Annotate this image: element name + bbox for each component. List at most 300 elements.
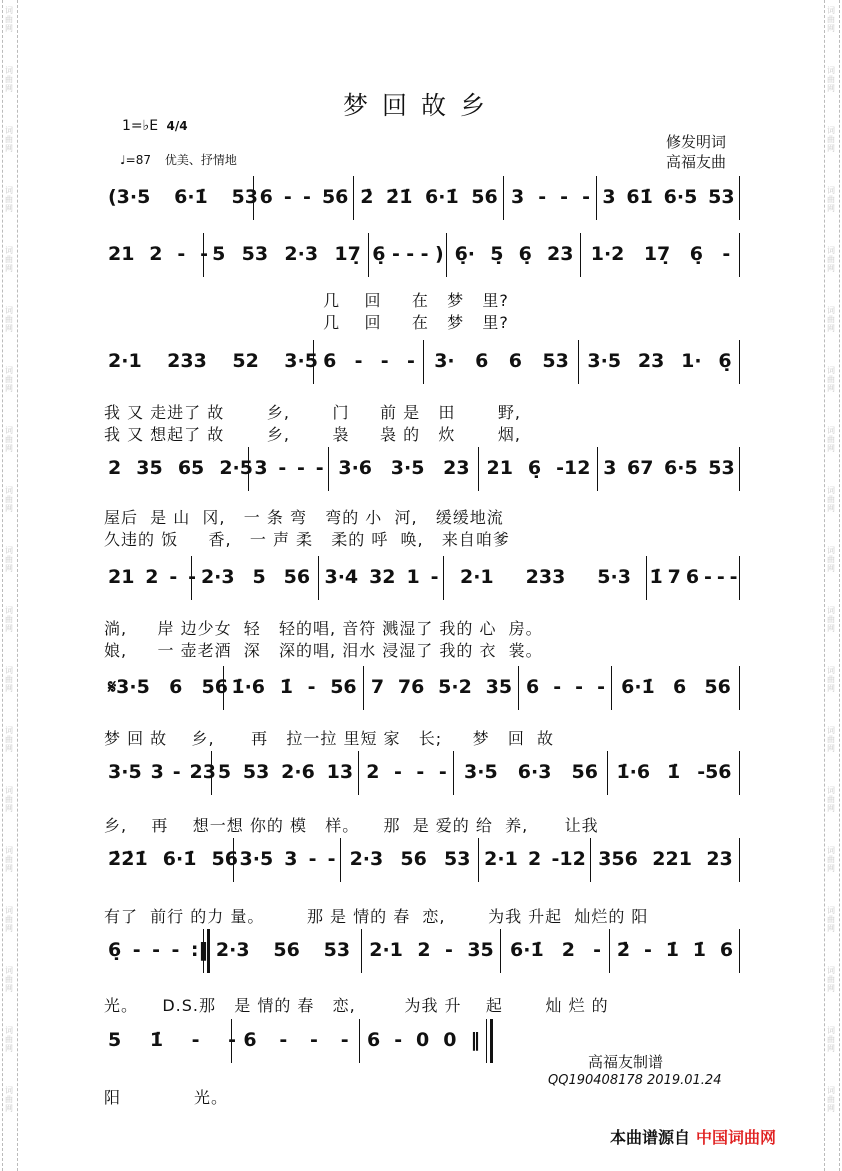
- measure: [314, 350, 424, 372]
- note-group: 6·1̇: [162, 848, 197, 870]
- note-group: -12: [551, 848, 586, 870]
- measure: [192, 566, 319, 588]
- watermark-text: 词曲网: [827, 246, 835, 273]
- lyric-line: 光。 D.S.那 是 情的 春 恋, 为我 升 起 灿 烂 的: [104, 996, 609, 1015]
- measure: [319, 566, 444, 588]
- note-group: 17̣: [334, 243, 361, 265]
- note-group: -: [703, 566, 712, 588]
- note-group: 5: [252, 566, 266, 588]
- watermark-text: 词曲网: [827, 1026, 835, 1053]
- note-group: 6: [169, 676, 183, 698]
- note-group: 35: [136, 457, 163, 479]
- measure: [104, 761, 216, 783]
- note-group: 2: [145, 566, 159, 588]
- note-group: 6·3: [517, 761, 552, 783]
- measure: [479, 457, 598, 479]
- note-group: 1̇: [665, 939, 679, 961]
- watermark-text: 词曲网: [5, 666, 13, 693]
- measure: [329, 457, 479, 479]
- watermark-text: 词曲网: [827, 426, 835, 453]
- note-group: 2·3: [284, 243, 319, 265]
- note-group: 53: [241, 243, 269, 265]
- note-group: 21: [108, 566, 135, 588]
- watermark-text: 词曲网: [827, 666, 835, 693]
- barline: [739, 556, 740, 600]
- note-group: 56: [283, 566, 311, 588]
- note-group: -: [340, 1029, 349, 1051]
- watermark-text: 词曲网: [827, 486, 835, 513]
- transcribe-info: QQ190408178 2019.01.24: [548, 1073, 722, 1088]
- note-group: 65: [177, 457, 205, 479]
- note-group: 2·1: [484, 848, 518, 870]
- watermark-text: 词曲网: [827, 306, 835, 333]
- note-group: ): [435, 243, 444, 265]
- note-group: -: [553, 676, 562, 698]
- note-group: 6·1̇: [510, 939, 544, 961]
- lyric-line: 几 回 在 梦 里?: [104, 291, 509, 310]
- note-group: 3: [511, 186, 525, 208]
- note-group: 7: [370, 676, 385, 698]
- watermark-text: 词曲网: [5, 306, 13, 333]
- key-text: 1=♭E: [122, 118, 159, 134]
- watermark-text: 词曲网: [5, 606, 13, 633]
- watermark-text: 词曲网: [5, 366, 13, 393]
- measure: [444, 566, 647, 588]
- note-group: -: [191, 1029, 200, 1051]
- lyric-line: 几 回 在 梦 里?: [104, 313, 509, 332]
- note-group: 3: [254, 457, 268, 479]
- note-group: -: [169, 566, 178, 588]
- score-row: [104, 457, 740, 479]
- watermark-text: 词曲网: [5, 846, 13, 873]
- note-group: 6: [672, 676, 687, 698]
- note-group: 0: [416, 1029, 430, 1051]
- note-group: 356: [598, 848, 638, 870]
- note-group: -: [278, 457, 287, 479]
- barline: [739, 838, 740, 882]
- watermark-text: 词曲网: [5, 726, 13, 753]
- note-group: 𝄋3·5: [108, 676, 150, 698]
- note-group: 7: [667, 566, 681, 588]
- lyric-line: 我 又 走进了 故 乡, 门 前 是 田 野,: [104, 403, 522, 422]
- note-group: -: [643, 939, 652, 961]
- note-group: 6: [526, 676, 540, 698]
- note-group: 53: [708, 457, 735, 479]
- time-signature: 4/4: [166, 119, 188, 133]
- note-group: 3: [150, 761, 164, 783]
- note-group: 61̇: [626, 186, 653, 208]
- measure: [104, 350, 318, 372]
- source-site-link[interactable]: 中国词曲网: [696, 1128, 777, 1147]
- barline: [486, 1019, 493, 1063]
- watermark-text: 词曲网: [5, 546, 13, 573]
- note-group: -: [283, 186, 292, 208]
- note-group: 6̣·: [454, 243, 476, 265]
- note-group: -: [420, 243, 429, 265]
- note-group: 2·1: [369, 939, 403, 961]
- note-group: 17̣: [643, 243, 671, 265]
- note-group: 1: [406, 566, 420, 588]
- measure: [424, 350, 579, 372]
- measure: [104, 848, 238, 870]
- note-group: 1̇: [692, 939, 706, 961]
- measure: [447, 243, 581, 265]
- note-group: 5: [108, 1029, 122, 1051]
- note-group: -: [729, 566, 738, 588]
- watermark-text: 词曲网: [827, 66, 835, 93]
- note-group: 2̇: [360, 186, 374, 208]
- measure: [610, 939, 740, 961]
- score-row: [104, 186, 740, 208]
- note-group: 233: [525, 566, 566, 588]
- note-group: 53: [242, 761, 270, 783]
- score-row: [104, 566, 740, 588]
- note-group: -: [406, 243, 415, 265]
- measure: [360, 1029, 487, 1051]
- note-group: -: [597, 676, 605, 698]
- note-group: -: [177, 243, 186, 265]
- score-row: [104, 1029, 740, 1051]
- note-group: -: [593, 939, 601, 961]
- note-group: 2: [149, 243, 163, 265]
- watermark-text: 词曲网: [827, 786, 835, 813]
- note-group: 6̣: [718, 350, 732, 372]
- note-group: -12: [556, 457, 591, 479]
- note-group: 6·1̇: [621, 676, 655, 698]
- note-group: -: [315, 457, 324, 479]
- note-group: (3·5: [108, 186, 151, 208]
- barline: [739, 751, 740, 795]
- watermark-text: 词曲网: [827, 1086, 835, 1113]
- measure: [224, 676, 364, 698]
- note-group: -: [430, 566, 439, 588]
- watermark-text: 词曲网: [827, 606, 835, 633]
- note-group: 6: [323, 350, 337, 372]
- watermark-text: 词曲网: [827, 726, 835, 753]
- note-group: -: [308, 848, 317, 870]
- lyric-line: 娘, 一 壶老酒 深 深的唱, 泪水 浸湿了 我的 衣 裳。: [104, 641, 543, 660]
- watermark-text: 词曲网: [827, 846, 835, 873]
- note-group: 23: [443, 457, 470, 479]
- note-group: -: [582, 186, 590, 208]
- note-group: -: [391, 243, 400, 265]
- note-group: -: [188, 566, 196, 588]
- note-group: 35: [467, 939, 494, 961]
- measure: [232, 1029, 360, 1051]
- note-group: -56: [697, 761, 732, 783]
- measure: [104, 939, 208, 961]
- note-group: 3·4: [324, 566, 359, 588]
- measure: [204, 939, 362, 961]
- note-group: -: [354, 350, 363, 372]
- measure: [254, 186, 354, 208]
- note-group: 2̇1̇: [386, 186, 413, 208]
- measure: [647, 566, 740, 588]
- lyric-line: 梦 回 故 乡, 再 拉一拉 里短 家 长; 梦 回 故: [104, 729, 555, 748]
- lyricist: 修发明词: [665, 133, 726, 151]
- note-group: -: [307, 676, 316, 698]
- note-group: 2̇: [616, 939, 631, 961]
- note-group: 1̇: [667, 761, 681, 783]
- note-group: 6·5: [663, 186, 698, 208]
- note-group: 2·6: [281, 761, 315, 783]
- note-group: 5·3: [597, 566, 631, 588]
- note-group: 3·6: [338, 457, 373, 479]
- watermark-text: 词曲网: [5, 1086, 13, 1113]
- measure: [104, 243, 208, 265]
- note-group: 1̇: [279, 676, 293, 698]
- note-group: -: [171, 939, 180, 961]
- note-group: 56: [400, 848, 427, 870]
- note-group: 6̣: [108, 939, 122, 961]
- lyric-line: 屋后 是 山 冈, 一 条 弯 弯的 小 河, 缓缓地流: [104, 508, 504, 527]
- lyric-line: 淌, 岸 边少女 轻 轻的唱, 音符 溅湿了 我的 心 房。: [104, 619, 543, 638]
- barline: [739, 929, 740, 973]
- note-group: -: [716, 566, 725, 588]
- watermark-text: 词曲网: [5, 126, 13, 153]
- note-group: 2·1: [108, 350, 142, 372]
- note-group: 6·1̇: [174, 186, 208, 208]
- note-group: 6: [243, 1029, 257, 1051]
- note-group: 3·5: [284, 350, 318, 372]
- expression-mark: 优美、抒情地: [164, 153, 237, 167]
- note-group: 1·2: [590, 243, 625, 265]
- note-group: 6: [685, 566, 700, 588]
- lyric-line: 我 又 想起了 故 乡, 袅 袅 的 炊 烟,: [104, 425, 522, 444]
- barline: [739, 666, 740, 710]
- note-group: 53: [323, 939, 351, 961]
- tempo-mark: ♩=87: [120, 153, 151, 167]
- note-group: 6̣: [527, 457, 542, 479]
- measure: [608, 761, 740, 783]
- watermark-text: 词曲网: [827, 186, 835, 213]
- note-group: -: [327, 848, 336, 870]
- score-row: [104, 350, 740, 372]
- measure: [204, 243, 369, 265]
- note-group: 23: [637, 350, 665, 372]
- score-row: [104, 676, 740, 698]
- note-group: 3·5: [239, 848, 274, 870]
- note-group: 1·: [681, 350, 702, 372]
- note-group: 6̣: [518, 243, 532, 265]
- note-group: 53: [231, 186, 258, 208]
- watermark-text: 词曲网: [5, 786, 13, 813]
- measure: [579, 350, 740, 372]
- source-label: 本曲谱源自: [610, 1128, 691, 1147]
- note-group: 233: [167, 350, 207, 372]
- note-group: 2: [366, 761, 380, 783]
- note-group: -: [380, 350, 389, 372]
- score-row: [104, 848, 740, 870]
- measure: [598, 457, 740, 479]
- measure: [519, 676, 612, 698]
- note-group: 52: [232, 350, 259, 372]
- measure: [341, 848, 479, 870]
- note-group: -: [279, 1029, 288, 1051]
- note-group: 1̇: [649, 566, 663, 588]
- note-group: -: [200, 243, 208, 265]
- right-margin-strip: [824, 0, 840, 1171]
- note-group: 56: [571, 761, 598, 783]
- measure: [369, 243, 447, 265]
- measure: [212, 761, 359, 783]
- note-group: 56: [321, 186, 349, 208]
- note-group: 2: [561, 939, 575, 961]
- watermark-text: 词曲网: [5, 486, 13, 513]
- left-margin-strip: [2, 0, 18, 1171]
- note-group: 2: [108, 457, 122, 479]
- note-group: 2̇2̇1̇: [108, 848, 148, 870]
- watermark-text: 词曲网: [5, 906, 13, 933]
- note-group: 2·1: [459, 566, 494, 588]
- note-group: 21: [486, 457, 513, 479]
- note-group: -: [394, 761, 402, 783]
- score-row: [104, 939, 740, 961]
- measure: [591, 848, 740, 870]
- note-group: 3·5: [464, 761, 498, 783]
- measure: [612, 676, 740, 698]
- barline: [739, 176, 740, 220]
- measure: [501, 939, 610, 961]
- note-group: -: [310, 1029, 318, 1051]
- measure: [249, 457, 329, 479]
- barline: [739, 233, 740, 277]
- note-group: 1̇·6: [616, 761, 651, 783]
- lyric-line: 久违的 饭 香, 一 声 柔 柔的 呼 唤, 来自咱爹: [104, 530, 510, 549]
- barline: [739, 340, 740, 384]
- note-group: -: [132, 939, 141, 961]
- note-group: -: [575, 676, 584, 698]
- note-group: -: [538, 186, 547, 208]
- measure: [104, 457, 253, 479]
- note-group: 1̇: [149, 1029, 164, 1051]
- measure: [454, 761, 608, 783]
- note-group: 5·2: [438, 676, 472, 698]
- note-group: 35: [485, 676, 513, 698]
- note-group: -: [438, 761, 447, 783]
- note-group: 21: [108, 243, 135, 265]
- watermark-text: 词曲网: [827, 366, 835, 393]
- note-group: 6: [475, 350, 489, 372]
- tempo-line: [120, 151, 237, 168]
- watermark-text: 词曲网: [827, 6, 835, 33]
- watermark-text: 词曲网: [827, 126, 835, 153]
- source-credit: [610, 1125, 776, 1148]
- note-group: 6: [366, 1029, 381, 1051]
- song-title: 梦回故乡: [342, 91, 499, 120]
- note-group: 3: [603, 457, 617, 479]
- note-group: 32: [369, 566, 396, 588]
- note-group: 2·3: [200, 566, 235, 588]
- note-group: 6: [259, 186, 273, 208]
- watermark-text: 词曲网: [5, 246, 13, 273]
- note-group: 0: [443, 1029, 457, 1051]
- watermark-text: 词曲网: [5, 66, 13, 93]
- note-group: -: [297, 457, 305, 479]
- watermark-text: 词曲网: [5, 966, 13, 993]
- note-group: 6: [719, 939, 734, 961]
- watermark-text: 词曲网: [827, 966, 835, 993]
- note-group: 3·: [434, 350, 455, 372]
- measure: [354, 186, 504, 208]
- note-group: 221: [652, 848, 692, 870]
- note-group: 56: [201, 676, 228, 698]
- note-group: 2·3: [349, 848, 384, 870]
- score-row: [104, 761, 740, 783]
- measure: [581, 243, 740, 265]
- measure: [104, 566, 196, 588]
- note-group: 13: [326, 761, 354, 783]
- note-group: 6̣: [372, 243, 386, 265]
- measure: [362, 939, 501, 961]
- note-group: 56: [330, 676, 357, 698]
- transcriber: 高福友制谱: [588, 1053, 664, 1071]
- note-group: -: [172, 761, 181, 783]
- note-group: 53: [542, 350, 569, 372]
- lyric-line: 乡, 再 想一想 你的 模 样。 那 是 爱的 给 养, 让我: [104, 816, 599, 835]
- measure: [364, 676, 519, 698]
- note-group: 2·5: [219, 457, 253, 479]
- note-group: 23: [189, 761, 216, 783]
- note-group: -: [406, 350, 415, 372]
- note-group: -: [722, 243, 731, 265]
- note-group: 2·3: [215, 939, 250, 961]
- note-group: -: [416, 761, 425, 783]
- note-group: 2: [417, 939, 431, 961]
- note-group: 67: [627, 457, 654, 479]
- measure: [234, 848, 341, 870]
- note-group: 56: [273, 939, 300, 961]
- watermark-text: 词曲网: [5, 1026, 13, 1053]
- note-group: 3: [602, 186, 616, 208]
- watermark-text: 词曲网: [827, 906, 835, 933]
- score-row: [104, 243, 740, 265]
- note-group: 23: [706, 848, 733, 870]
- key-signature: [122, 118, 188, 134]
- measure: [479, 848, 591, 870]
- measure: [504, 186, 597, 208]
- lyric-line: 有了 前行 的力 量。 那 是 情的 春 恋, 为我 升起 灿烂的 阳: [104, 907, 649, 926]
- note-group: -: [394, 1029, 403, 1051]
- watermark-text: 词曲网: [5, 426, 13, 453]
- watermark-text: 词曲网: [827, 546, 835, 573]
- note-group: -: [228, 1029, 236, 1051]
- composer: 高福友曲: [665, 153, 726, 171]
- watermark-text: 词曲网: [5, 186, 13, 213]
- note-group: 3: [284, 848, 298, 870]
- note-group: 53: [443, 848, 471, 870]
- note-group: 53: [708, 186, 735, 208]
- note-group: 23: [546, 243, 574, 265]
- note-group: 5: [217, 761, 232, 783]
- note-group: -: [445, 939, 453, 961]
- note-group: -: [560, 186, 569, 208]
- barline: [739, 447, 740, 491]
- note-group: :‖: [190, 939, 208, 961]
- measure: [104, 676, 228, 698]
- note-group: ‖: [470, 1029, 480, 1051]
- note-group: 6: [508, 350, 522, 372]
- note-group: 6·5: [664, 457, 698, 479]
- note-group: 5̣: [490, 243, 504, 265]
- note-group: 3·5: [390, 457, 425, 479]
- note-group: 56: [471, 186, 498, 208]
- measure: [104, 186, 258, 208]
- note-group: 3·5: [108, 761, 142, 783]
- note-group: -: [152, 939, 160, 961]
- measure: [359, 761, 454, 783]
- note-group: 6·1̇: [425, 186, 459, 208]
